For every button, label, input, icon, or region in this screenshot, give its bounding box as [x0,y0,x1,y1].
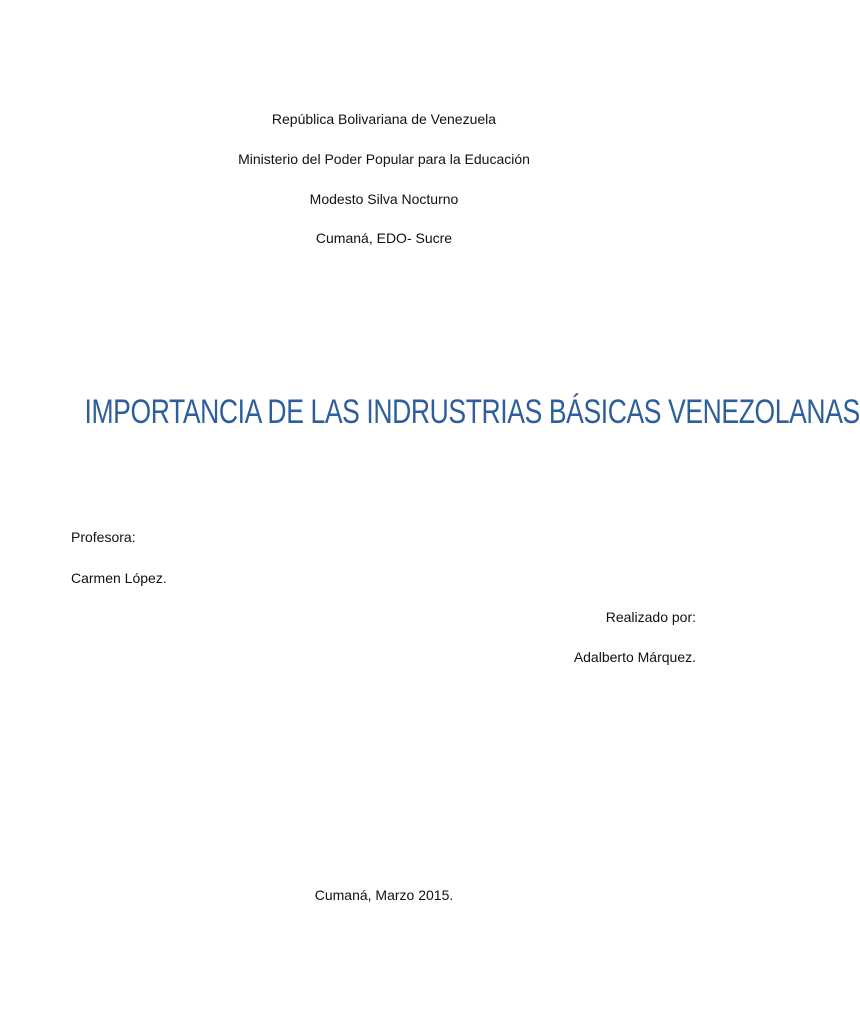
header-ministry: Ministerio del Poder Popular para la Educación [238,151,530,167]
author-name: Adalberto Márquez. [573,649,696,665]
header-school: Modesto Silva Nocturno [309,191,459,207]
author-label: Realizado por: [605,609,696,625]
teacher-name: Carmen López. [71,570,167,586]
header-location: Cumaná, EDO- Sucre [315,230,453,246]
teacher-label: Profesora: [71,529,136,545]
document-title: IMPORTANCIA DE LAS INDRUSTRIAS BÁSICAS VENEZOLANAS [84,393,860,431]
footer-place-date: Cumaná, Marzo 2015. [314,887,454,903]
header-republic: República Bolivariana de Venezuela [271,111,497,127]
